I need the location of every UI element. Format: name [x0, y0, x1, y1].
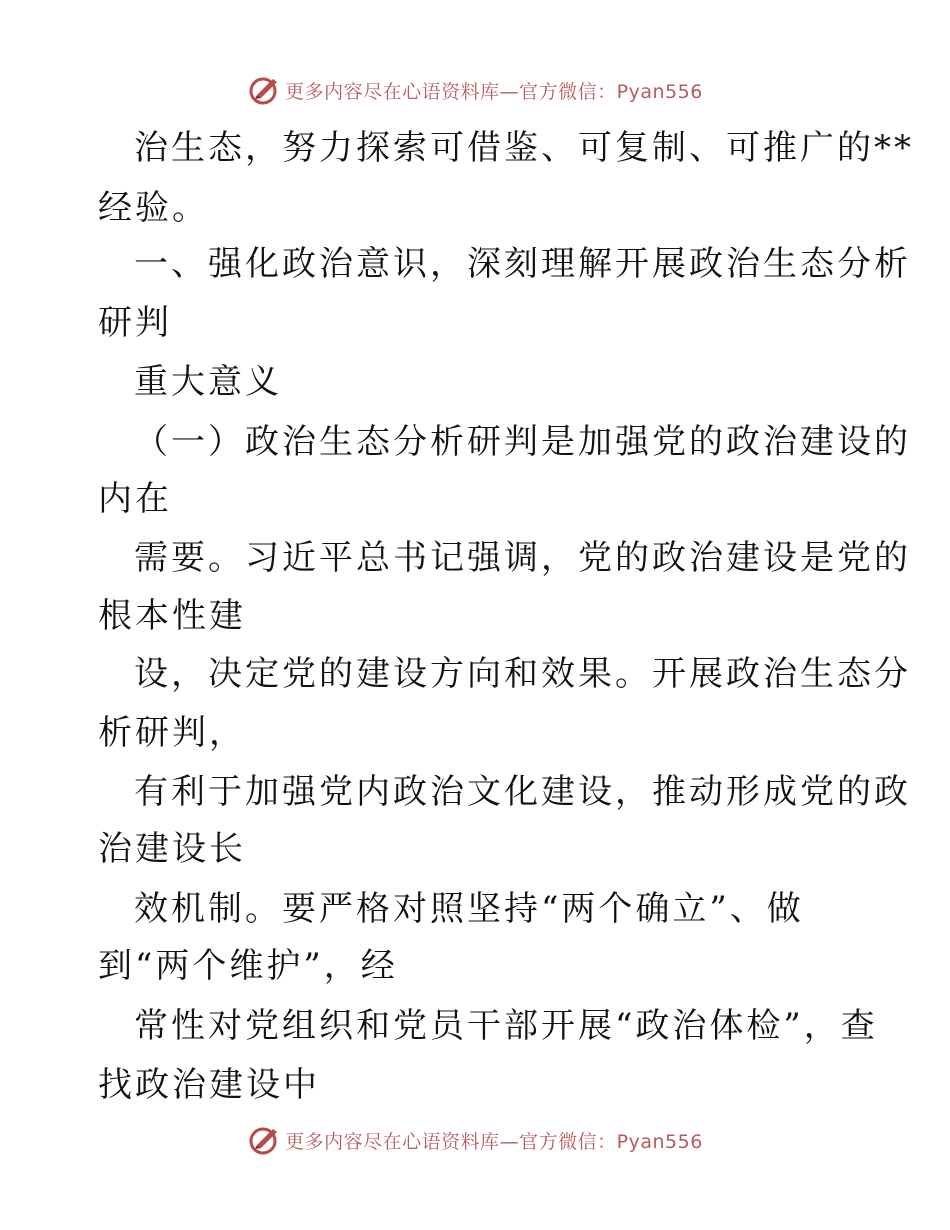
- text-line: 到“两个维护”，经: [98, 946, 398, 986]
- banner-promo-text: 更多内容尽在心语资料库—官方微信：Pyan556: [285, 1130, 703, 1153]
- text-line: 析研判，: [98, 713, 246, 753]
- text-line: 根本性建: [98, 596, 246, 636]
- text-line: 设，决定党的建设方向和效果。开展政治生态分: [134, 654, 911, 694]
- header-banner: [0, 70, 950, 110]
- text-line: 治生态，努力探索可借鉴、可复制、可推广的**: [134, 128, 914, 168]
- text-line: 需要。习近平总书记强调，党的政治建设是党的: [134, 538, 911, 578]
- text-line: 重大意义: [134, 362, 282, 402]
- text-line: 有利于加强党内政治文化建设，推动形成党的政: [134, 772, 911, 812]
- footer-banner: [0, 1120, 950, 1160]
- text-line: 内在: [98, 479, 172, 519]
- text-line: 效机制。要严格对照坚持“两个确立”、做: [134, 889, 804, 929]
- text-line: 找政治建设中: [98, 1065, 320, 1105]
- pen-logo-icon: [247, 1123, 281, 1157]
- text-line: 研判: [98, 303, 172, 343]
- banner-promo-text: 更多内容尽在心语资料库—官方微信：Pyan556: [285, 80, 703, 103]
- text-line: 常性对党组织和党员干部开展“政治体检”，查: [134, 1006, 878, 1046]
- pen-logo-icon: [247, 73, 281, 107]
- text-line: 经验。: [98, 188, 209, 228]
- subsection-heading: （一）政治生态分析研判是加强党的政治建设的: [134, 422, 911, 462]
- text-line: 治建设长: [98, 829, 246, 869]
- section-heading: 一、强化政治意识，深刻理解开展政治生态分析: [134, 244, 911, 284]
